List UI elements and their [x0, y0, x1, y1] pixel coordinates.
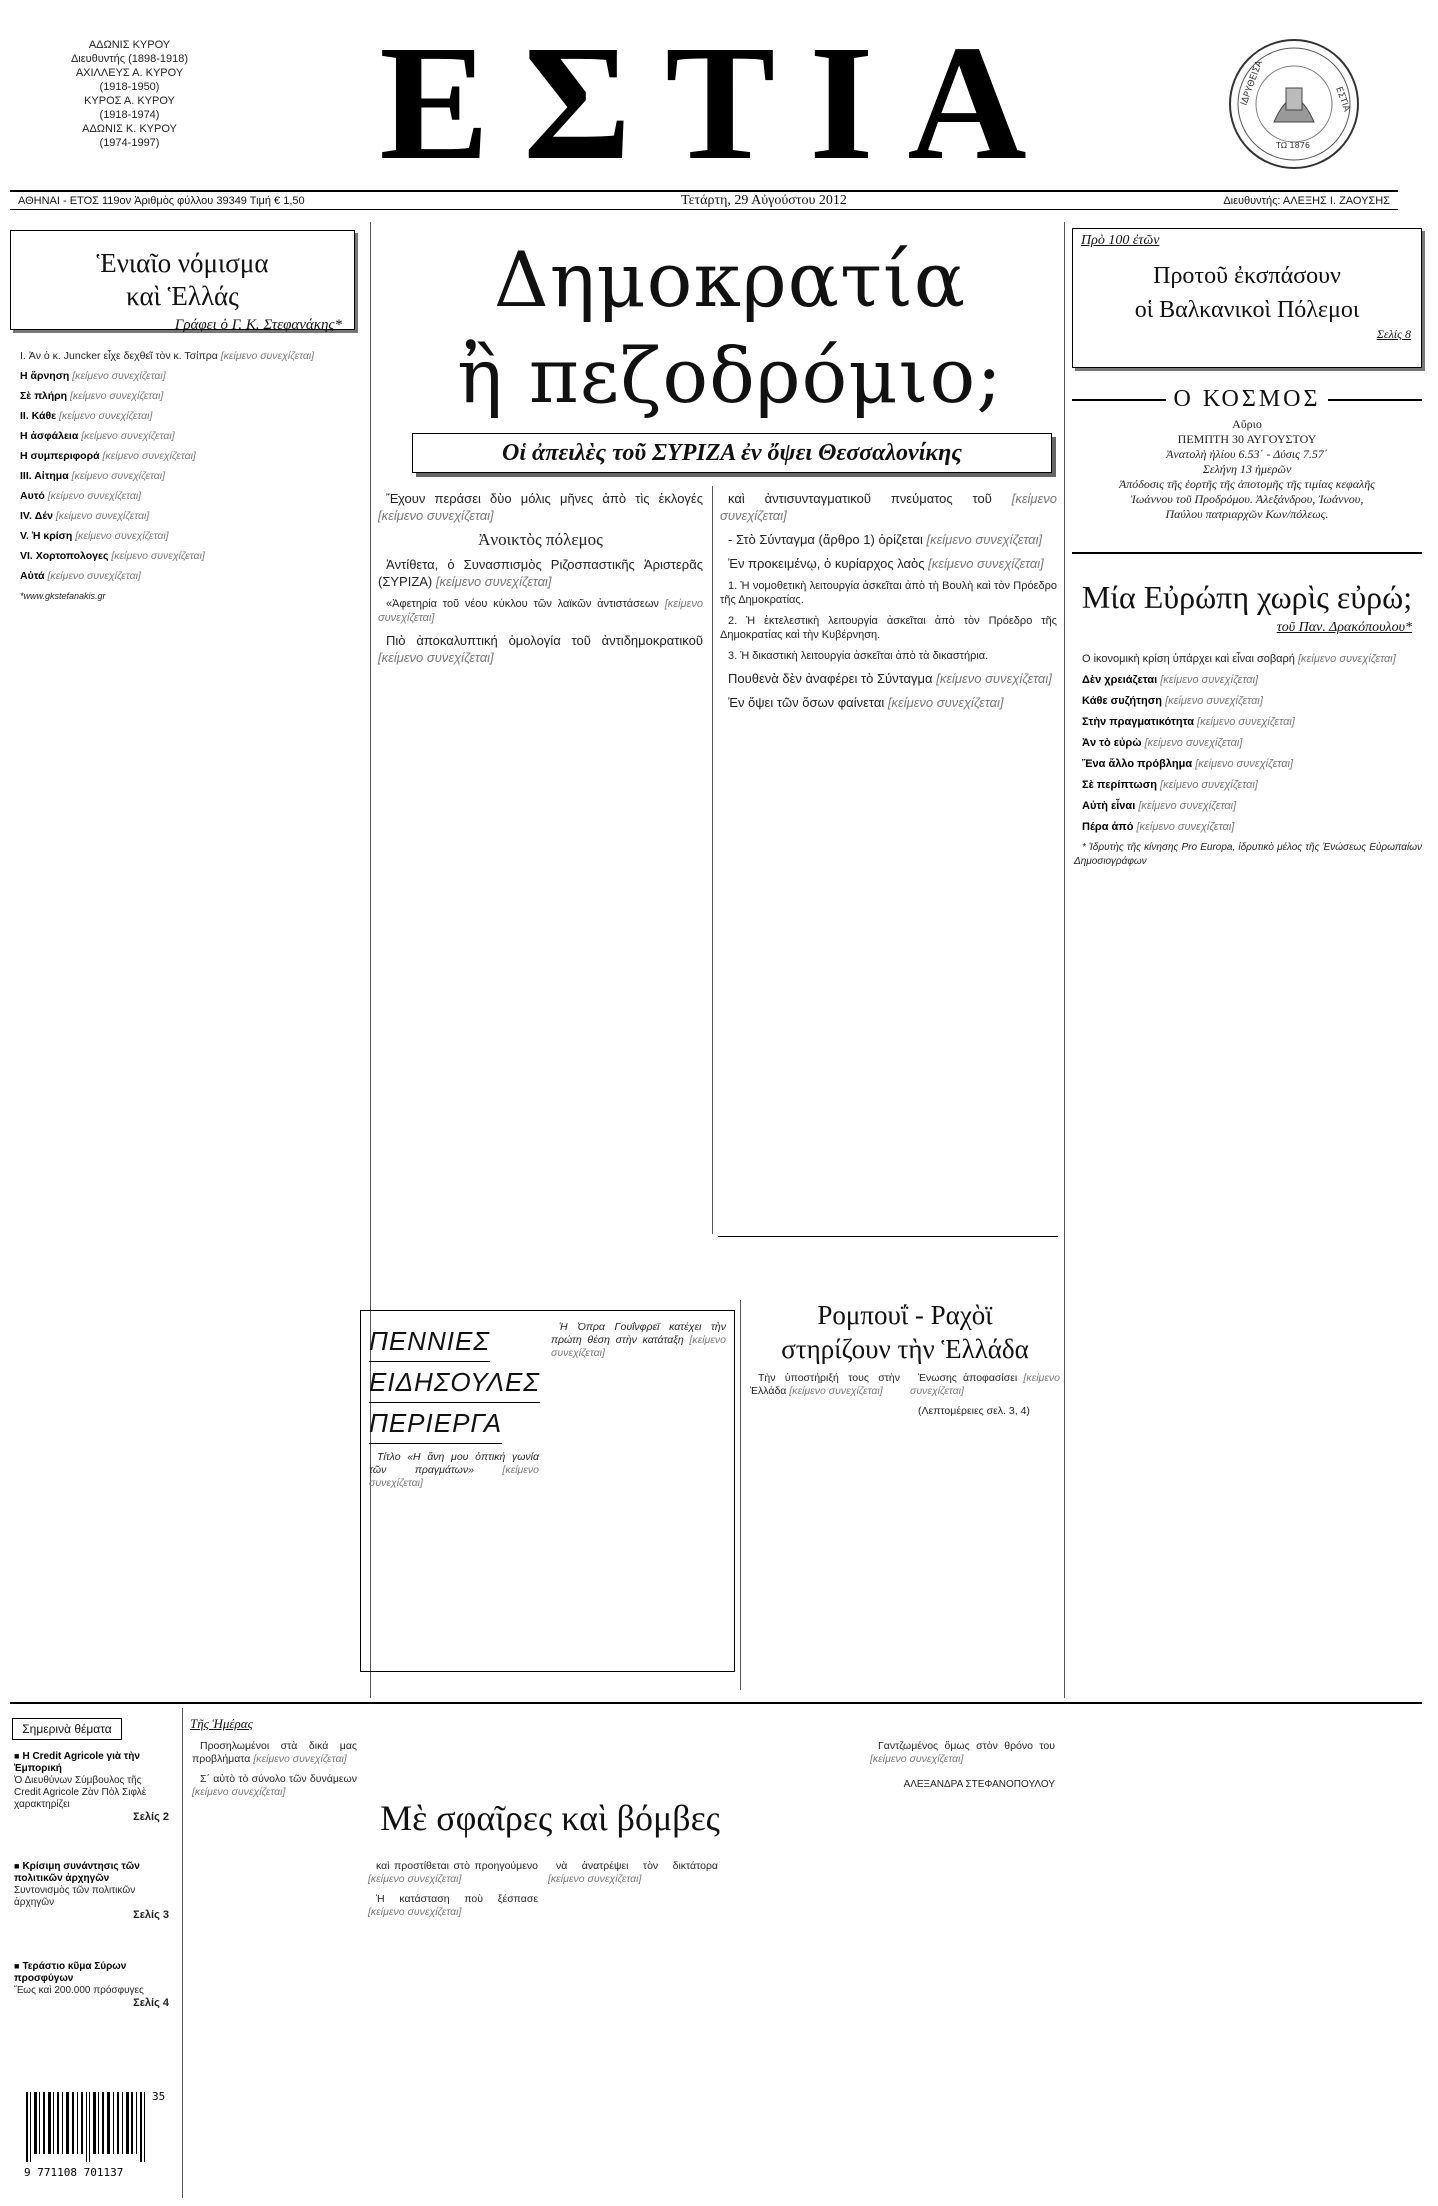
story-paragraph [378, 490, 703, 524]
europe-paragraph [1074, 799, 1422, 813]
continuation-marker: [κείμενο συνεχίζεται] [368, 1906, 462, 1918]
index-header: Σημερινὰ θέματα [12, 1718, 122, 1740]
story-paragraph-lead: Ἔχουν περάσει δὺο μόλις μῆνες ἀπὸ τὶς ἐκλογές [386, 491, 703, 506]
paragraph-keyword: V. Ἡ κρίση [20, 530, 73, 542]
index-item[interactable] [14, 1750, 169, 1823]
column-rule [712, 486, 713, 1234]
paragraph-keyword: Η ἀσφάλεια [20, 430, 79, 442]
story-paragraph [720, 555, 1057, 572]
gossip-paragraph-lead: Τίτλο «Η ἄνη μου ὀπτική γωνία τῶν πραγμάτων» [369, 1451, 539, 1476]
story-paragraph-lead: - Στὸ Σύνταγμα (ἄρθρο 1) ὁρίζεται [728, 532, 923, 547]
column-rule [1064, 222, 1065, 1698]
paragraph-keyword: Δὲν χρειάζεται [1082, 674, 1158, 686]
robuy-headline-line: Ρομπουΐ - Ραχὸϊ [817, 1300, 993, 1330]
continuation-marker: [κείμενο συνεχίζεται] [378, 650, 494, 665]
founder-line: ΑΔΩΝΙΣ Κ. ΚΥΡΟΥ [82, 123, 177, 135]
hmeras-paragraph [368, 1860, 538, 1886]
story-paragraph-lead: Ἀντίθετα, ὁ Συνασπισμὸς Ριζοσπαστικῆς Ἀριστερᾶς (ΣΥΡΙΖΑ) [378, 557, 703, 589]
index-item-text: Ἕως καὶ 200.000 πρόσφυγες [14, 1985, 144, 1996]
essay-byline: Γράφει ὁ Γ. Κ. Στεφανάκης* [174, 317, 342, 333]
index-item-page: Σελίς 2 [133, 1811, 169, 1823]
continuation-marker: [κείμενο συνεχίζεται] [910, 1372, 1060, 1397]
continuation-marker: [κείμενο συνεχίζεται] [720, 491, 1057, 523]
robuy-paragraph [750, 1372, 900, 1398]
europe-paragraph-lead: Ο ἰκονομικὴ κρίση ὑπάρχει καὶ εἶναι σοβαρή [1082, 653, 1295, 665]
constitution-article: 2. Ἡ ἐκτελεστικὴ λειτουργία ἀσκεῖται ἀπὸ τὸν Πρόεδρο τῆς Δημοκρατίας καὶ τὴν Κυβέρνηση. [720, 615, 1057, 641]
story-quote-lead: «Ἀφετηρία τοῦ νέου κύκλου τῶν λαϊκῶν ἀντιστάσεων [386, 598, 659, 610]
continuation-marker: [κείμενο συνεχίζεται] [253, 1753, 347, 1765]
main-headline [400, 232, 1060, 424]
continuation-marker: [κείμενο συνεχίζεται] [59, 410, 153, 422]
founders-list [52, 38, 207, 150]
constitution-article: 1. Ἡ νομοθετικὴ λειτουργία ἀσκεῖται ἀπὸ τὴ Βουλὴ καὶ τὸν Πρόεδρο τῆς Δημοκρατίας. [720, 580, 1057, 606]
continuation-marker: [κείμενο συνεχίζεται] [378, 508, 494, 523]
paragraph-keyword: Στὴν πραγματικότητα [1082, 716, 1194, 728]
hmeras-signature: ΑΛΕΞΑΝΔΡΑ ΣΤΕΦΑΝΟΠΟΥΛΟΥ [903, 1779, 1055, 1790]
divider [1072, 552, 1422, 554]
essay-paragraph [12, 490, 357, 503]
newspaper-seal-icon [1226, 36, 1362, 172]
continuation-marker: [κείμενο συνεχίζεται] [928, 556, 1044, 571]
europe-byline: τοῦ Παν. Δρακόπουλου* [1276, 620, 1412, 635]
paragraph-keyword: ΙΙΙ. Αἰτημα [20, 470, 69, 482]
essay-paragraph [12, 410, 357, 423]
paragraph-keyword: ΙΙ. Κάθε [20, 410, 57, 422]
paragraph-keyword: Ἕνα ἄλλο πρόβλημα [1082, 758, 1193, 770]
pro100-page-ref: Σελίς 8 [1376, 327, 1411, 341]
gossip-labels [369, 1321, 540, 1444]
story-paragraph [720, 670, 1057, 687]
continuation-marker: [κείμενο συνεχίζεται] [1297, 653, 1396, 665]
hmeras-paragraph-lead: Γαντζωμένος ὅμως στὸν θρόνο του [878, 1740, 1055, 1752]
hmeras-paragraph [368, 1893, 538, 1919]
hmeras-paragraph-lead: Σ΄ αὐτὸ τὸ σύνολο τῶν δυνάμεων [200, 1773, 357, 1785]
issue-number: 35 [152, 2090, 166, 2103]
continuation-marker: [κείμενο συνεχίζεται] [55, 510, 150, 522]
essay-paragraph-lead: Ι. Ἀν ὁ κ. Juncker εἶχε δεχθεῖ τὸν κ. Τσίπρα [20, 350, 218, 362]
founder-line: ΑΧΙΛΛΕΥΣ Α. ΚΥΡΟΥ [75, 67, 184, 79]
kosmos-info [1072, 417, 1422, 522]
continuation-marker: [κείμενο συνεχίζεται] [368, 1873, 462, 1885]
continuation-marker: [κείμενο συνεχίζεται] [887, 695, 1004, 710]
seal-text: ΤΩ 1876 [1276, 141, 1310, 150]
founder-line: (1918-1950) [99, 81, 160, 93]
continuation-marker: [κείμενο συνεχίζεται] [1144, 737, 1243, 749]
continuation-marker: [κείμενο συνεχίζεται] [1136, 821, 1235, 833]
essay-title-box [10, 230, 355, 333]
continuation-marker: [κείμενο συνεχίζεται] [435, 574, 552, 589]
hmeras-paragraph-lead: Προσηλωμένοι στὰ δικά μας προβλήματα [192, 1740, 357, 1765]
essay-title [11, 247, 354, 313]
essay-body [12, 350, 357, 1680]
hmeras-col2 [368, 1860, 538, 2190]
masthead-title: ΕΣΤΙΑ [379, 11, 1061, 194]
europe-paragraph [1074, 694, 1422, 708]
index-item-page: Σελίς 3 [133, 1909, 169, 1921]
issue-date: Τετάρτη, 29 Αὐγούστου 2012 [681, 192, 847, 208]
barcode [20, 2082, 170, 2182]
continuation-marker: [κείμενο συνεχίζεται] [926, 532, 1043, 547]
europe-paragraph [1074, 715, 1422, 729]
index-item-page: Σελίς 4 [133, 1997, 169, 2009]
divider [10, 1702, 1422, 1704]
continuation-marker: [κείμενο συνεχίζεται] [1138, 800, 1237, 812]
essay-paragraph [12, 370, 357, 383]
europe-body [1074, 652, 1422, 1692]
gossip-label: ΕΙΔΗΣΟΥΛΕΣ [369, 1362, 540, 1403]
robuy-col2 [910, 1372, 1060, 1682]
index-item-text: Ὁ Διευθύνων Σύμβουλος τῆς Credit Agricole Ζὰν Πὸλ Σιφλὲ χαρακτηρίζει [14, 1775, 147, 1810]
continuation-marker: [κείμενο συνεχίζεται] [69, 390, 164, 402]
essay-paragraph [12, 550, 357, 563]
issue-info-bar [10, 190, 1398, 210]
hmeras-paragraph-lead: καὶ προστίθεται στὸ προηγούμενο [376, 1860, 538, 1872]
essay-paragraph [12, 570, 357, 583]
story-paragraph [378, 632, 703, 666]
almanac-line: Σελήνη 13 ἡμερῶν [1202, 462, 1292, 476]
story-paragraph-lead: Πουθενὰ δὲν ἀναφέρει τὸ Σύνταγμα [728, 671, 933, 686]
hmeras-paragraph [192, 1773, 357, 1799]
paragraph-keyword: Πέρα ἀπό [1082, 821, 1134, 833]
europe-paragraph [1074, 820, 1422, 834]
pro100-headline-line: οἱ Βαλκανικοὶ Πόλεμοι [1134, 297, 1360, 323]
founder-line: ΚΥΡΟΣ Α. ΚΥΡΟΥ [84, 95, 175, 107]
title-rule [1072, 399, 1166, 401]
europe-paragraph [1074, 778, 1422, 792]
continuation-marker: [κείμενο συνεχίζεται] [1160, 674, 1259, 686]
continuation-marker: [κείμενο συνεχίζεται] [192, 1786, 286, 1798]
continuation-marker: [κείμενο συνεχίζεται] [378, 598, 703, 624]
gossip-paragraph [551, 1321, 726, 1360]
hmeras-paragraph [548, 1860, 718, 1886]
essay-title-line: καὶ Ἑλλάς [126, 281, 239, 311]
almanac-line: Ἰωάννου τοῦ Προδρόμου. Ἀλεξάνδρου, Ἰωάννου, [1130, 492, 1364, 506]
pro100-headline-line: Προτοῦ ἐκσπάσουν [1153, 263, 1341, 289]
hmeras-paragraph [870, 1740, 1055, 1766]
essay-paragraph [12, 530, 357, 543]
paragraph-keyword: VI. Χορτοπολογες [20, 550, 109, 562]
gossip-paragraph-lead: Ἡ Ὀπρα Γουΐνφρεϊ κατέχει τὴν πρώτη θέση στὴν κατάταξη [551, 1321, 726, 1346]
essay-paragraph [12, 470, 357, 483]
barcode-digits: 9 771108 701137 [24, 2166, 124, 2179]
story-paragraph-lead: Ἐν προκειμένῳ, ὁ κυρίαρχος λαὸς [728, 556, 925, 571]
gossip-label: ΠΕΝΝΙΕΣ [369, 1321, 490, 1362]
index-item[interactable] [14, 1960, 169, 2009]
divider [718, 1236, 1058, 1237]
paragraph-keyword: Ἀν τὸ εὐρὼ [1082, 737, 1142, 749]
almanac-line: Αὔριο [1232, 417, 1262, 431]
founder-line: (1918-1974) [99, 109, 160, 121]
hmeras-paragraph-lead: νὰ ἀνατρέψει τὸν δικτάτορα [556, 1860, 718, 1872]
essay-paragraph [12, 430, 357, 443]
pro100-box [1072, 228, 1422, 368]
hmeras-headline: Μὲ σφαῖρες καὶ βόμβες [380, 1798, 720, 1838]
robuy-col1 [750, 1372, 900, 1682]
paragraph-keyword: Σὲ περίπτωση [1082, 779, 1157, 791]
hmeras-col4 [870, 1740, 1055, 2190]
story-paragraph-lead: Ἐν ὄψει τῶν ὅσων φαίνεται [728, 695, 885, 710]
almanac-line: Παύλου πατριαρχῶν Κων/πόλεως. [1165, 507, 1329, 521]
continuation-marker: [κείμενο συνεχίζεται] [47, 490, 142, 502]
hmeras-col1 [192, 1740, 357, 2190]
continuation-marker: [κείμενο συνεχίζεται] [870, 1753, 964, 1765]
europe-footnote: * Ἱδρυτὴς τῆς κίνησης Pro Europa, ἱδρυτικὸ μέλος τῆς Ἑνώσεως Εὐρωπαίων Δημοσιογράφων [1074, 842, 1422, 867]
paragraph-keyword: Αὐτά [20, 570, 45, 582]
essay-footer: *www.gkstefanakis.gr [20, 591, 106, 601]
continuation-marker: [κείμενο συνεχίζεται] [81, 430, 175, 442]
almanac-line: Ἀνατολὴ ἡλίου 6.53΄ - Δύσις 7.57΄ [1166, 447, 1328, 461]
hmeras-paragraph-lead: Ἡ κατάσταση ποὺ ξέσπασε [376, 1893, 538, 1905]
robuy-paragraph-lead: Τὴν ὑποστήριξή τους στὴν Ἑλλάδα [750, 1372, 900, 1397]
europe-lead [1074, 652, 1422, 666]
kosmos-title-text: Ο ΚΟΣΜΟΣ [1173, 386, 1321, 412]
paragraph-keyword: Σὲ πλήρη [20, 390, 68, 402]
story-paragraph [720, 490, 1057, 524]
pro100-headline [1073, 259, 1421, 327]
main-subheadline: Οἱ ἀπειλὲς τοῦ ΣΥΡΙΖΑ ἐν ὄψει Θεσσαλονίκης [412, 433, 1052, 473]
issue-info: ΑΘΗΝΑΙ - ΕΤΟΣ 119ον Ἀριθμὸς φύλλου 39349 Τιμή € 1,50 [18, 194, 305, 207]
paragraph-keyword: Αυτό [20, 490, 45, 502]
robuy-headline [740, 1298, 1070, 1366]
robuy-headline-line: στηρίζουν τὴν Ἑλλάδα [781, 1334, 1029, 1364]
essay-paragraph [12, 390, 357, 403]
robuy-paragraph-lead: Ἑνωσης ἀποφασίσει [918, 1372, 1018, 1384]
continuation-marker: [κείμενο συνεχίζεται] [789, 1385, 883, 1397]
constitution-article: 3. Ἡ δικαστικὴ λειτουργία ἀσκεῖται ἀπὸ τὰ δικαστήρια. [728, 650, 989, 662]
paragraph-keyword: ΙV. Δέν [20, 510, 53, 522]
founder-line: (1974-1997) [99, 137, 160, 149]
story-paragraph [720, 531, 1057, 548]
continuation-marker: [κείμενο συνεχίζεται] [551, 1334, 726, 1359]
robuy-paragraph [910, 1372, 1060, 1398]
essay-paragraph [12, 450, 357, 463]
title-rule [1328, 399, 1422, 401]
continuation-marker: [κείμενο συνεχίζεται] [47, 570, 141, 582]
continuation-marker: [κείμενο συνεχίζεται] [111, 550, 205, 562]
editor-info: Διευθυντής: ΑΛΕΞΗΣ Ι. ΖΑΟΥΣΗΣ [1223, 194, 1390, 207]
paragraph-keyword: Κάθε συζήτηση [1082, 695, 1162, 707]
kosmos-almanac [1072, 386, 1422, 536]
main-headline-line: Δημοκρατία [493, 235, 967, 324]
europe-headline: Μία Εὐρώπη χωρὶς εὐρώ; [1081, 579, 1413, 615]
essay-lead [12, 350, 357, 363]
continuation-marker: [κείμενο συνεχίζεται] [75, 530, 169, 542]
essay-title-line: Ἑνιαῖο νόμισμα [96, 248, 269, 278]
main-story-col1 [378, 490, 703, 1230]
gossip-box [360, 1310, 735, 1672]
continuation-marker: [κείμενο συνεχίζεται] [369, 1464, 539, 1489]
hmeras-paragraph [192, 1740, 357, 1766]
story-paragraph-lead: καὶ ἀντισυνταγματικοῦ πνεύματος τοῦ [728, 491, 992, 506]
story-paragraph [720, 694, 1057, 711]
column-rule [182, 1708, 183, 2198]
story-paragraph-lead: Πιὸ ἀποκαλυπτική ὁμολογία τοῦ ἀντιδημοκρατικοῦ [386, 633, 703, 648]
continuation-marker: [κείμενο συνεχίζεται] [1195, 758, 1294, 770]
main-headline-line: ἢ πεζοδρόμιο; [457, 331, 1003, 420]
gossip-item [551, 1321, 726, 1661]
essay-paragraph [12, 510, 357, 523]
continuation-marker: [κείμενο συνεχίζεται] [102, 450, 196, 462]
index-item-title: ■ Τεράστιο κῦμα Σύρων προσφύγων [14, 1960, 169, 1985]
continuation-marker: [κείμενο συνεχίζεται] [1165, 695, 1263, 707]
section-heading: Ἀνοικτὸς πόλεμος [478, 530, 603, 549]
europe-paragraph [1074, 673, 1422, 687]
index-item-title: ■ Η Credit Agricole γιὰ τὴν Ἐμπορική [14, 1750, 169, 1775]
continuation-marker: [κείμενο συνεχίζεται] [936, 671, 1052, 686]
hmeras-col3 [548, 1860, 718, 2190]
paragraph-keyword: Η ἄρνηση [20, 370, 70, 382]
seal-text: ΕΣΤΙΑ [1333, 85, 1352, 114]
continuation-marker: [κείμενο συνεχίζεται] [548, 1873, 642, 1885]
pro100-label [1073, 229, 1421, 253]
founder-line: Διευθυντής (1898-1918) [70, 53, 189, 65]
europe-paragraph [1074, 757, 1422, 771]
europe-paragraph [1074, 736, 1422, 750]
story-paragraph [378, 556, 703, 590]
continuation-marker: [κείμενο συνεχίζεται] [71, 470, 165, 482]
almanac-line: ΠΕΜΠΤΗ 30 ΑΥΓΟΥΣΤΟΥ [1177, 432, 1317, 446]
almanac-line: Ἀπόδοσις τῆς ἑορτῆς τῆς ἀποτομῆς τῆς τιμίας κεφαλῆς [1118, 477, 1376, 491]
robuy-page-refs: (Λεπτομέρειες σελ. 3, 4) [918, 1405, 1030, 1417]
continuation-marker: [κείμενο συνεχίζεται] [72, 370, 166, 382]
paragraph-keyword: Αὐτὴ εἶναι [1082, 800, 1136, 812]
gossip-paragraph [369, 1451, 539, 1490]
continuation-marker: [κείμενο συνεχίζεται] [220, 350, 315, 362]
hmeras-label: Τῆς Ἡμέρας [190, 1716, 253, 1731]
gossip-label: ΠΕΡΙΕΡΓΑ [369, 1403, 502, 1444]
continuation-marker: [κείμενο συνεχίζεται] [1160, 779, 1258, 791]
continuation-marker: [κείμενο συνεχίζεται] [1197, 716, 1295, 728]
pro100-label-text: Πρὸ 100 ἐτῶν [1081, 233, 1160, 248]
seal-text: ΙΔΡΥΘΕΙΣΑ [1239, 59, 1265, 108]
founder-line: ΑΔΩΝΙΣ ΚΥΡΟΥ [88, 39, 171, 51]
gossip-item [369, 1451, 539, 1661]
story-quote [378, 597, 703, 625]
index-item-text: Συντονισμὸς τῶν πολιτικῶν ἀρχηγῶν [14, 1885, 136, 1908]
index-item[interactable] [14, 1860, 169, 1921]
main-story-col2 [720, 490, 1057, 1230]
paragraph-keyword: Η συμπεριφορά [20, 450, 100, 462]
index-item-title: ■ Κρίσιμη συνάντησις τῶν πολιτικῶν ἀρχηγῶν [14, 1860, 169, 1885]
kosmos-title [1072, 386, 1422, 413]
